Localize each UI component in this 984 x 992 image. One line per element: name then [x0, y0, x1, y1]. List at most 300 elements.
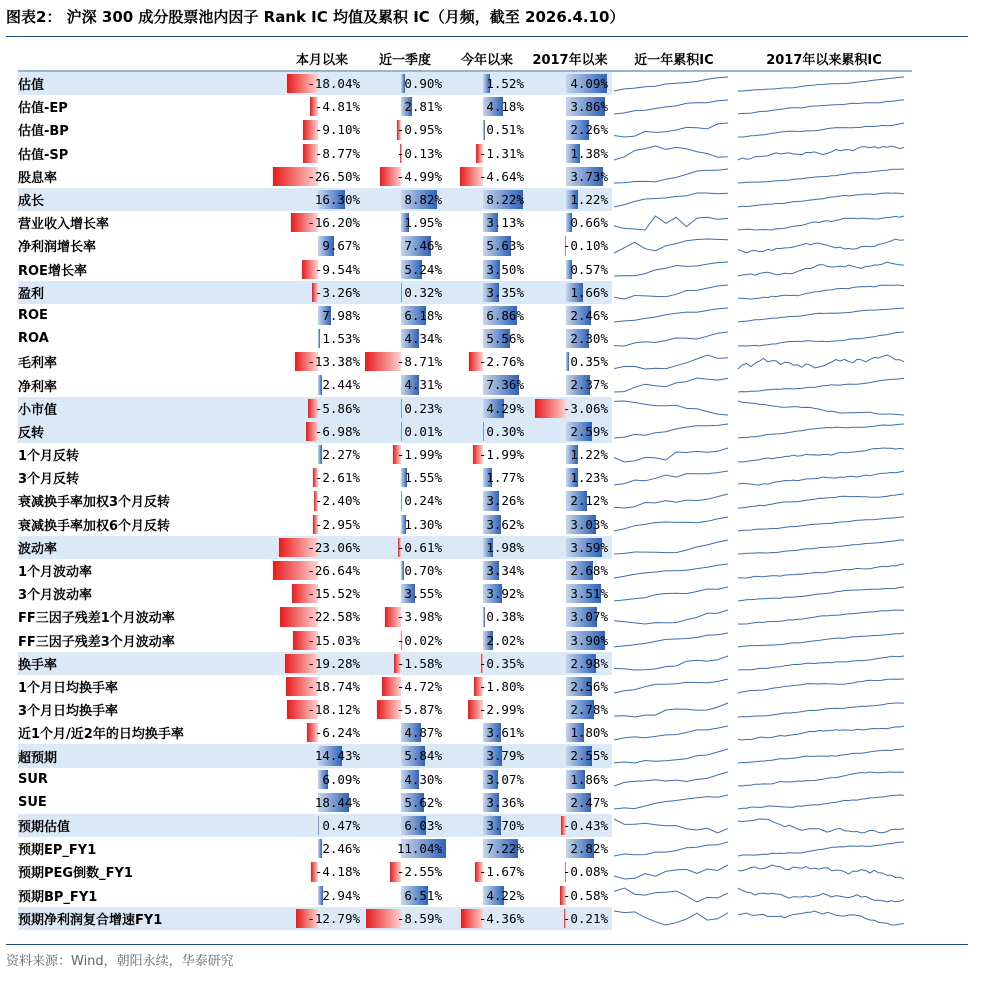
sparkline-cum-ic-1y [612, 350, 736, 373]
cell-value: 2.98% [570, 655, 608, 671]
negative-data-bar [365, 352, 401, 371]
cell-value: 3.35% [486, 284, 524, 300]
positive-data-bar [401, 283, 403, 302]
sparkline [736, 816, 906, 836]
sparkline-cum-ic-2017 [736, 142, 912, 165]
cell-value: 3.70% [486, 818, 524, 833]
factor-name: 预期净利润复合增速FY1 [18, 907, 280, 930]
cell-value: -0.13% [396, 145, 442, 161]
sparkline [612, 120, 730, 140]
sparkline-cum-ic-2017 [736, 884, 912, 907]
cell-this-month [280, 675, 364, 698]
cell-last-quarter [364, 71, 446, 95]
sparkline [612, 653, 730, 673]
sparkline-path [738, 494, 904, 508]
sparkline-cum-ic-1y [612, 397, 736, 420]
sparkline-path [614, 494, 728, 508]
cell-value: 3.51% [570, 586, 608, 602]
cell-value: 6.18% [404, 307, 442, 323]
sparkline-path [738, 355, 904, 369]
cell-value: 4.29% [486, 400, 524, 416]
positive-data-bar [318, 445, 322, 464]
cell-value: -26.64% [307, 562, 360, 578]
factor-name: 毛利率 [18, 356, 58, 372]
cell-value: 0.24% [404, 493, 442, 509]
factor-name: 估值-BP [18, 124, 69, 140]
sparkline [612, 166, 730, 186]
negative-data-bar [535, 399, 566, 418]
cell-since-2017 [528, 559, 612, 582]
sparkline-path [738, 100, 904, 114]
cell-ytd [446, 605, 528, 628]
cell-value: -22.58% [307, 609, 360, 625]
sparkline [736, 537, 906, 557]
cell-last-quarter [364, 304, 446, 327]
cell-ytd [446, 536, 528, 559]
cell-since-2017 [528, 234, 612, 257]
sparkline [736, 630, 906, 650]
cell-ytd [446, 791, 528, 814]
factor-name: 1个月反转 [18, 449, 80, 465]
cell-ytd [446, 118, 528, 141]
cell-this-month [280, 559, 364, 582]
cell-ytd [446, 698, 528, 721]
sparkline-cum-ic-2017 [736, 605, 912, 628]
cell-this-month [280, 118, 364, 141]
cell-last-quarter [364, 420, 446, 443]
sparkline-path [738, 679, 904, 693]
cell-value: 2.27% [322, 447, 360, 462]
sparkline-cum-ic-1y [612, 118, 736, 141]
cell-value: 1.52% [486, 76, 524, 91]
cell-value: 3.07% [486, 771, 524, 787]
sparkline-path [738, 888, 904, 902]
sparkline [736, 653, 906, 673]
table-row [18, 211, 912, 234]
sparkline-path [614, 401, 728, 415]
sparkline [736, 491, 906, 511]
cell-ytd [446, 188, 528, 211]
cell-ytd [446, 350, 528, 373]
sparkline [612, 769, 730, 789]
cell-value: -2.55% [396, 864, 442, 880]
cell-ytd [446, 373, 528, 396]
table-row [18, 234, 912, 257]
cell-value: -4.18% [314, 864, 360, 880]
cell-value: 5.63% [486, 238, 524, 254]
table-row [18, 629, 912, 652]
sparkline-cum-ic-1y [612, 234, 736, 257]
cell-value: -9.54% [314, 261, 360, 277]
cell-value: -18.74% [307, 678, 360, 694]
sparkline-cum-ic-2017 [736, 652, 912, 675]
sparkline-path [614, 123, 728, 137]
cell-value: 3.73% [570, 168, 608, 184]
cell-this-month [280, 304, 364, 327]
sparkline [736, 97, 906, 117]
table-row [18, 71, 912, 95]
cell-value: -3.98% [396, 609, 442, 625]
cell-last-quarter [364, 118, 446, 141]
cell-ytd [446, 466, 528, 489]
cell-since-2017 [528, 605, 612, 628]
sparkline [736, 421, 906, 441]
sparkline-path [738, 424, 904, 438]
sparkline [612, 190, 730, 210]
sparkline [736, 700, 906, 720]
sparkline-cum-ic-1y [612, 884, 736, 907]
sparkline [736, 607, 906, 627]
sparkline-cum-ic-1y [612, 142, 736, 165]
factor-name: ROA [18, 331, 49, 347]
positive-data-bar [401, 491, 403, 510]
sparkline-path [738, 865, 904, 879]
factor-name: 换手率 [18, 652, 280, 675]
cell-since-2017 [528, 675, 612, 698]
cell-since-2017 [528, 165, 612, 188]
positive-data-bar [483, 422, 485, 441]
cell-value: 3.61% [486, 725, 524, 741]
sparkline-path [614, 749, 728, 763]
sparkline-path [738, 726, 904, 740]
sparkline [612, 676, 730, 696]
cell-value: 1.55% [404, 470, 442, 486]
table-row [18, 536, 912, 559]
table-row [18, 118, 912, 141]
cell-value: -3.26% [314, 284, 360, 300]
title-rule [6, 36, 968, 37]
cell-value: 1.66% [570, 284, 608, 300]
cell-value: 1.95% [404, 215, 442, 231]
sparkline [736, 445, 906, 465]
cell-ytd [446, 907, 528, 930]
table-row [18, 884, 912, 907]
sparkline-path [614, 679, 728, 693]
positive-data-bar [318, 329, 321, 348]
sparkline-cum-ic-1y [612, 95, 736, 118]
sparkline-path [738, 169, 904, 183]
sparkline [736, 190, 906, 210]
sparkline-cum-ic-2017 [736, 559, 912, 582]
sparkline-path [614, 77, 728, 91]
table-row [18, 373, 912, 396]
sparkline-path [614, 911, 728, 925]
cell-value: -15.03% [307, 632, 360, 648]
cell-value: 2.46% [570, 307, 608, 323]
cell-value: -15.52% [307, 586, 360, 602]
sparkline [612, 862, 730, 882]
sparkline [736, 676, 906, 696]
sparkline [736, 746, 906, 766]
cell-value: 11.04% [396, 841, 442, 857]
cell-since-2017 [528, 814, 612, 837]
cell-since-2017 [528, 443, 612, 466]
sparkline-cum-ic-1y [612, 211, 736, 234]
cell-since-2017 [528, 420, 612, 443]
cell-this-month [280, 420, 364, 443]
positive-data-bar [318, 375, 322, 394]
cell-last-quarter [364, 211, 446, 234]
cell-since-2017 [528, 304, 612, 327]
sparkline-cum-ic-1y [612, 536, 736, 559]
cell-last-quarter [364, 768, 446, 791]
sparkline-path [738, 703, 904, 717]
table-row [18, 605, 912, 628]
cell-value: 0.66% [570, 215, 608, 231]
cell-since-2017 [528, 95, 612, 118]
cell-last-quarter [364, 397, 446, 420]
sparkline-path [738, 285, 904, 299]
cell-value: 2.46% [322, 841, 360, 857]
cell-ytd [446, 513, 528, 536]
table-row [18, 744, 912, 767]
sparkline [736, 769, 906, 789]
sparkline-path [738, 795, 904, 809]
cell-since-2017 [528, 744, 612, 767]
sparkline [736, 120, 906, 140]
sparkline-path [614, 656, 728, 670]
sparkline-path [614, 865, 728, 879]
positive-data-bar [318, 839, 322, 858]
cell-value: 4.34% [404, 331, 442, 347]
sparkline [612, 584, 730, 604]
cell-since-2017 [528, 327, 612, 350]
sparkline-path [614, 169, 728, 183]
cell-value: 2.44% [322, 377, 360, 393]
factor-name: 1个月波动率 [18, 565, 93, 581]
cell-this-month [280, 860, 364, 883]
cell-value: -18.12% [307, 702, 360, 718]
cell-value: 3.34% [486, 562, 524, 578]
sparkline-cum-ic-1y [612, 165, 736, 188]
cell-value: 2.37% [570, 377, 608, 393]
factor-name: 净利润增长率 [18, 240, 97, 256]
cell-since-2017 [528, 188, 612, 211]
cell-this-month [280, 466, 364, 489]
table-row [18, 513, 912, 536]
sparkline-cum-ic-2017 [736, 350, 912, 373]
cell-value: 14.43% [314, 748, 360, 764]
table-row [18, 698, 912, 721]
sparkline [736, 398, 906, 418]
cell-value: 2.30% [570, 331, 608, 347]
table-row [18, 165, 912, 188]
cell-last-quarter [364, 791, 446, 814]
cell-value: -4.64% [478, 168, 524, 184]
cell-last-quarter [364, 582, 446, 605]
table-row [18, 466, 912, 489]
sparkline-cum-ic-2017 [736, 397, 912, 420]
cell-this-month [280, 165, 364, 188]
cell-value: -6.98% [314, 423, 360, 439]
cell-value: -0.35% [478, 655, 524, 671]
cell-ytd [446, 142, 528, 165]
cell-last-quarter [364, 907, 446, 930]
sparkline-path [738, 656, 904, 670]
cell-value: -0.58% [562, 887, 608, 903]
sparkline-cum-ic-2017 [736, 211, 912, 234]
cell-value: -12.79% [307, 910, 360, 926]
sparkline-path [614, 100, 728, 114]
cell-since-2017 [528, 652, 612, 675]
cell-last-quarter [364, 884, 446, 907]
cell-last-quarter [364, 258, 446, 281]
sparkline [736, 839, 906, 859]
cell-value: 4.22% [486, 887, 524, 903]
cell-value: 6.03% [404, 818, 442, 833]
sparkline-cum-ic-2017 [736, 582, 912, 605]
cell-value: 1.53% [322, 331, 360, 347]
sparkline-path [614, 378, 728, 392]
factor-name: 估值-EP [18, 101, 68, 117]
factor-name: 预期估值 [18, 814, 280, 837]
cell-ytd [446, 443, 528, 466]
cell-value: 0.47% [322, 818, 360, 833]
cell-ytd [446, 489, 528, 512]
cell-since-2017 [528, 513, 612, 536]
cell-value: -5.86% [314, 400, 360, 416]
cell-ytd [446, 327, 528, 350]
table-row [18, 188, 912, 211]
sparkline-path [614, 726, 728, 740]
sparkline-cum-ic-2017 [736, 860, 912, 883]
factor-name: 衰减换手率加权6个月反转 [18, 518, 171, 534]
sparkline-cum-ic-1y [612, 675, 736, 698]
cell-value: 0.30% [486, 423, 524, 439]
factor-name: FF三因子残差1个月波动率 [18, 611, 175, 627]
cell-last-quarter [364, 142, 446, 165]
cell-last-quarter [364, 860, 446, 883]
cell-this-month [280, 281, 364, 304]
table-row [18, 675, 912, 698]
sparkline [736, 74, 906, 94]
cell-value: -2.40% [314, 493, 360, 509]
sparkline-cum-ic-2017 [736, 791, 912, 814]
factor-name: 反转 [18, 420, 280, 443]
sparkline-path [738, 146, 904, 160]
cell-value: 3.50% [486, 261, 524, 277]
table-row [18, 559, 912, 582]
cell-last-quarter [364, 165, 446, 188]
cell-value: -13.38% [307, 354, 360, 370]
sparkline-cum-ic-1y [612, 513, 736, 536]
sparkline-cum-ic-1y [612, 304, 736, 327]
sparkline-cum-ic-2017 [736, 837, 912, 860]
cell-value: 1.23% [570, 470, 608, 486]
factor-name: SUR [18, 771, 48, 787]
cell-value: -2.95% [314, 516, 360, 532]
table-row [18, 350, 912, 373]
factor-name: 超预期 [18, 744, 280, 767]
cell-this-month [280, 443, 364, 466]
sparkline-path [614, 308, 728, 322]
sparkline-cum-ic-1y [612, 768, 736, 791]
sparkline-path [614, 819, 728, 833]
cell-since-2017 [528, 489, 612, 512]
sparkline-cum-ic-2017 [736, 373, 912, 396]
sparkline [736, 792, 906, 812]
cell-value: 5.56% [486, 331, 524, 347]
sparkline-cum-ic-2017 [736, 675, 912, 698]
sparkline-cum-ic-1y [612, 420, 736, 443]
sparkline-path [738, 123, 904, 137]
cell-this-month [280, 95, 364, 118]
sparkline-path [738, 633, 904, 647]
sparkline-cum-ic-1y [612, 258, 736, 281]
table-row [18, 791, 912, 814]
cell-value: 6.86% [486, 307, 524, 323]
cell-value: -5.87% [396, 702, 442, 718]
cell-this-month [280, 211, 364, 234]
cell-ytd [446, 675, 528, 698]
cell-ytd [446, 837, 528, 860]
sparkline [612, 607, 730, 627]
sparkline-cum-ic-1y [612, 814, 736, 837]
sparkline-cum-ic-2017 [736, 420, 912, 443]
cell-value: 1.86% [570, 771, 608, 787]
factor-name: 预期PEG倒数_FY1 [18, 866, 133, 882]
cell-this-month [280, 536, 364, 559]
table-row [18, 420, 912, 443]
cell-ytd [446, 559, 528, 582]
factor-name: 预期EP_FY1 [18, 843, 97, 859]
col-header-ytd: 今年以来 [446, 46, 528, 71]
cell-this-month [280, 791, 364, 814]
sparkline [612, 97, 730, 117]
sparkline-cum-ic-2017 [736, 721, 912, 744]
sparkline [736, 305, 906, 325]
cell-value: -2.76% [478, 354, 524, 370]
sparkline [736, 236, 906, 256]
cell-value: 2.56% [570, 678, 608, 694]
cell-ytd [446, 884, 528, 907]
factor-name: 营业收入增长率 [18, 217, 110, 233]
sparkline [612, 213, 730, 233]
cell-ytd [446, 582, 528, 605]
cell-last-quarter [364, 814, 446, 837]
cell-this-month [280, 837, 364, 860]
cell-this-month [280, 605, 364, 628]
sparkline-cum-ic-2017 [736, 629, 912, 652]
sparkline [612, 700, 730, 720]
sparkline-path [614, 633, 728, 647]
sparkline [736, 584, 906, 604]
table-row [18, 814, 912, 837]
sparkline-cum-ic-2017 [736, 768, 912, 791]
sparkline [736, 561, 906, 581]
factor-name: 盈利 [18, 281, 280, 304]
sparkline-cum-ic-2017 [736, 443, 912, 466]
cell-last-quarter [364, 234, 446, 257]
sparkline-cum-ic-1y [612, 907, 736, 930]
table-header-row [18, 46, 912, 71]
sparkline-cum-ic-2017 [736, 744, 912, 767]
cell-value: -26.50% [307, 168, 360, 184]
sparkline [736, 862, 906, 882]
cell-value: 2.55% [570, 748, 608, 764]
sparkline [736, 259, 906, 279]
sparkline-path [738, 749, 904, 763]
factor-name: 3个月反转 [18, 472, 80, 488]
cell-ytd [446, 768, 528, 791]
cell-value: -8.77% [314, 145, 360, 161]
sparkline [736, 329, 906, 349]
factor-name: 1个月日均换手率 [18, 680, 119, 696]
cell-value: -0.61% [396, 539, 442, 555]
cell-this-month [280, 721, 364, 744]
cell-this-month [280, 884, 364, 907]
sparkline [612, 816, 730, 836]
